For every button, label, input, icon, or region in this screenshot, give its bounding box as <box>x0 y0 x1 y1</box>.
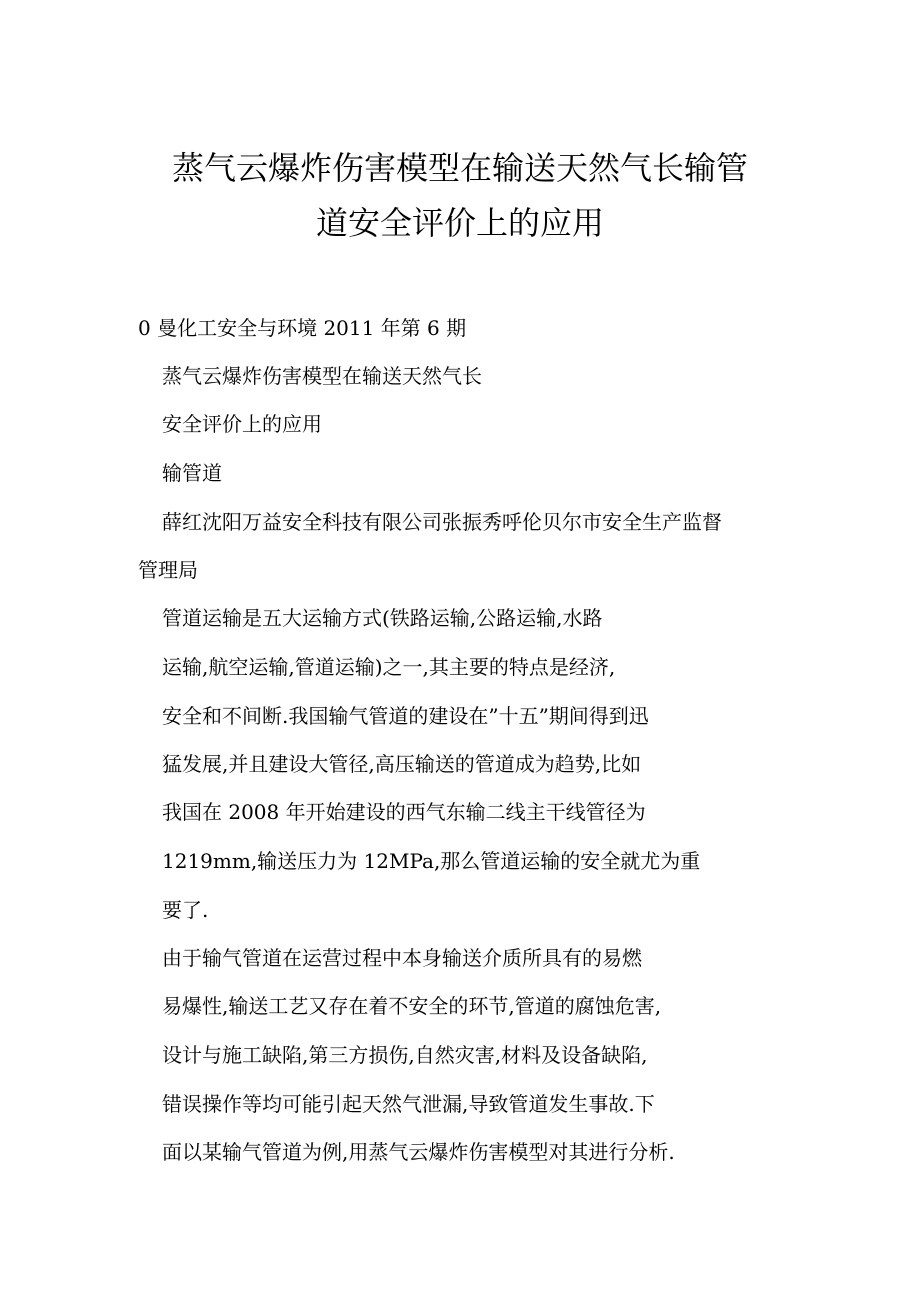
document-title-line-1: 蒸气云爆炸伤害模型在输送天然气长输管 <box>171 149 748 187</box>
body-line: 运输,航空运输,管道运输)之一,其主要的特点是经济, <box>162 655 616 679</box>
body-line: 我国在 2008 年开始建设的西气东输二线主干线管径为 <box>162 800 646 824</box>
authors-line: 薛红沈阳万益安全科技有限公司张振秀呼伦贝尔市安全生产监督 <box>162 510 722 534</box>
body-line: 猛发展,并且建设大管径,高压输送的管道成为趋势,比如 <box>162 752 642 776</box>
body-line: 面以某输气管道为例,用蒸气云爆炸伤害模型对其进行分析. <box>162 1140 675 1164</box>
body-line: 错误操作等均可能引起天然气泄漏,导致管道发生事故.下 <box>162 1092 655 1116</box>
journal-line: 0 曼化工安全与环境 2011 年第 6 期 <box>138 316 467 340</box>
authors-line-continued: 管理局 <box>138 558 198 582</box>
body-line: 蒸气云爆炸伤害模型在输送天然气长 <box>162 364 482 388</box>
body-line: 管道运输是五大运输方式(铁路运输,公路运输,水路 <box>162 606 603 630</box>
body-line: 设计与施工缺陷,第三方损伤,自然灾害,材料及设备缺陷, <box>162 1043 648 1067</box>
document-title-line-2: 道安全评价上的应用 <box>315 204 604 242</box>
body-line: 安全评价上的应用 <box>162 412 322 436</box>
body-line: 易爆性,输送工艺又存在着不安全的环节,管道的腐蚀危害, <box>162 994 662 1018</box>
body-line: 输管道 <box>162 461 222 485</box>
body-line: 由于输气管道在运营过程中本身输送介质所具有的易燃 <box>162 946 642 970</box>
body-line: 要了. <box>162 898 209 922</box>
body-line: 安全和不间断.我国输气管道的建设在”十五”期间得到迅 <box>162 704 649 728</box>
body-line: 1219mm,输送压力为 12MPa,那么管道运输的安全就尤为重 <box>162 849 701 873</box>
